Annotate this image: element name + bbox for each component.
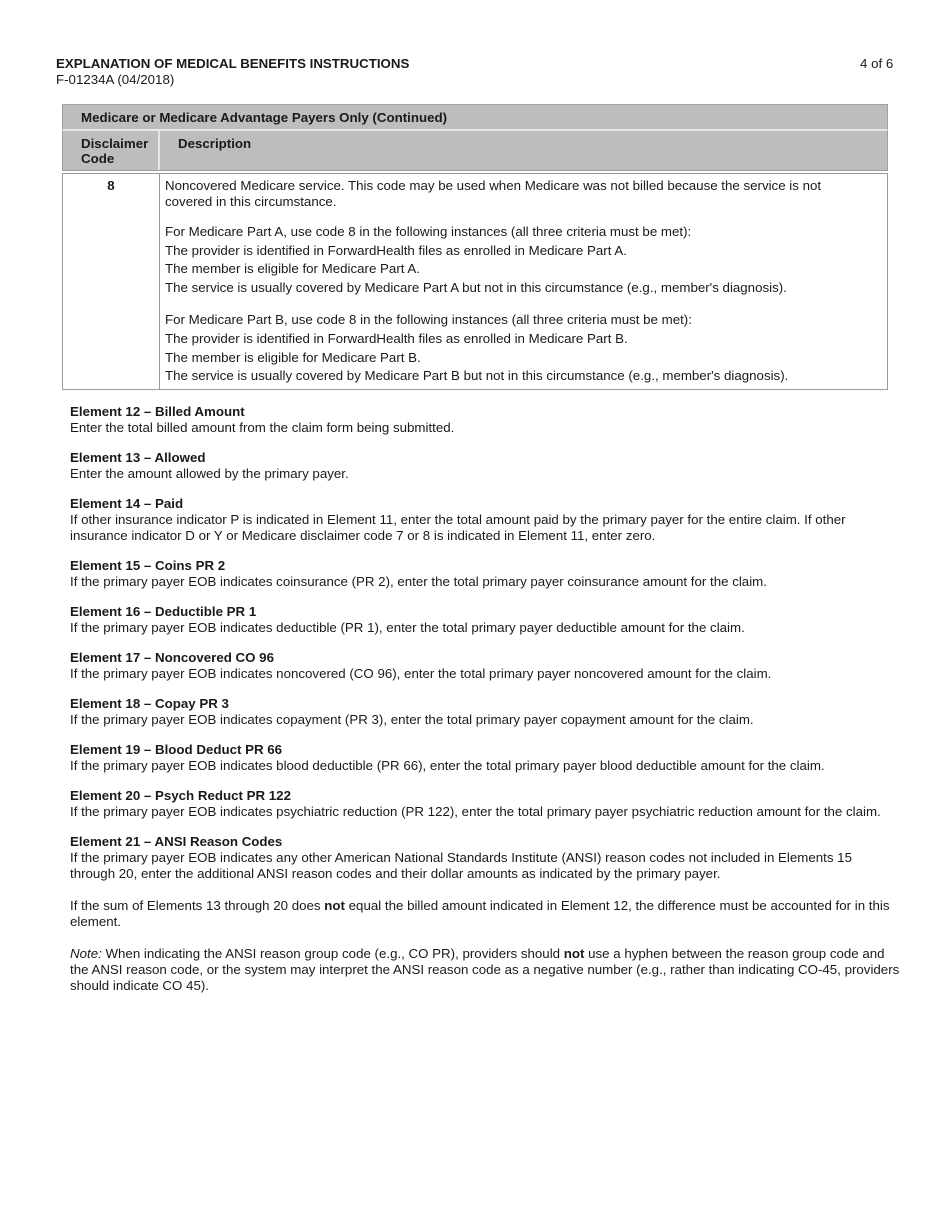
part-a-criteria: [165, 224, 867, 298]
part-a-line: The member is eligible for Medicare Part A.: [165, 261, 420, 277]
sum-text-post: equal the billed amount indicated in Element 12, the difference must be accounted for in this element.: [70, 898, 890, 929]
element-section: [70, 496, 900, 544]
element-text: If the primary payer EOB indicates coinsurance (PR 2), enter the total primary payer coinsurance amount for the claim.: [70, 574, 767, 589]
part-b-line: The provider is identified in ForwardHealth files as enrolled in Medicare Part B.: [165, 330, 628, 346]
element-text: If the primary payer EOB indicates psychiatric reduction (PR 122), enter the total primary payer psychiatric reduction amount for the claim.: [70, 804, 881, 819]
sum-text-pre: If the sum of Elements 13 through 20 does: [70, 898, 325, 913]
element-section: [70, 788, 900, 820]
element-text: If the primary payer EOB indicates copayment (PR 3), enter the total primary payer copayment amount for the claim.: [70, 712, 754, 727]
part-b-criteria: [165, 312, 867, 386]
element-heading: Element 13 – Allowed: [70, 450, 206, 465]
element-section: [70, 742, 900, 774]
element-heading: Element 18 – Copay PR 3: [70, 696, 229, 711]
page-number: 4 of 6: [860, 56, 894, 71]
element-section: [70, 450, 900, 482]
column-header-description: Description: [178, 136, 252, 151]
element-text: If the primary payer EOB indicates deductible (PR 1), enter the total primary payer deductible amount for the claim.: [70, 620, 745, 635]
element-text: If the primary payer EOB indicates noncovered (CO 96), enter the total primary payer noncovered amount for the claim.: [70, 666, 772, 681]
element-heading: Element 21 – ANSI Reason Codes: [70, 834, 283, 849]
disclaimer-table: [62, 104, 888, 390]
column-header-code: Disclaimer Code: [63, 131, 160, 170]
element-text: Enter the amount allowed by the primary payer.: [70, 466, 349, 481]
sum-paragraph: [70, 898, 900, 930]
table-row: [62, 173, 888, 390]
part-a-line: The service is usually covered by Medicare Part A but not in this circumstance (e.g., member's diagnosis).: [165, 279, 787, 295]
part-a-line: The provider is identified in ForwardHealth files as enrolled in Medicare Part A.: [165, 242, 627, 258]
form-number: F-01234A (04/2018): [56, 72, 175, 87]
part-b-line: The member is eligible for Medicare Part B.: [165, 349, 421, 365]
sum-emphasis: not: [324, 898, 345, 913]
element-section: [70, 604, 900, 636]
note-emphasis: not: [563, 946, 585, 961]
element-instructions: [70, 404, 900, 1010]
note-label: Note:: [70, 946, 102, 961]
element-section: [70, 558, 900, 590]
part-b-line: For Medicare Part B, use code 8 in the following instances (all three criteria must be met):: [165, 312, 692, 328]
element-text: Enter the total billed amount from the claim form being submitted.: [70, 420, 455, 435]
note-text-post: use a hyphen between the reason group code and the ANSI reason code, or the system may interpret the ANSI reason code as a negative number (e.g., rather than indicating CO-45, providers should indicate CO 45).: [70, 946, 900, 993]
element-text: If the primary payer EOB indicates blood deductible (PR 66), enter the total primary payer blood deductible amount for the claim.: [70, 758, 825, 773]
element-heading: Element 14 – Paid: [70, 496, 184, 511]
element-heading: Element 16 – Deductible PR 1: [70, 604, 257, 619]
part-a-line: For Medicare Part A, use code 8 in the following instances (all three criteria must be met):: [165, 224, 692, 239]
note-paragraph: [70, 946, 900, 994]
description-line: Noncovered Medicare service. This code may be used when Medicare was not billed because the service is not: [165, 178, 822, 193]
element-text: If the primary payer EOB indicates any other American National Standards Institute (ANSI) reason codes not included in Elements 15 through 20, enter the additional ANSI reason codes and their dollar amounts as indicated by the primary payer.: [70, 850, 852, 881]
element-section: [70, 696, 900, 728]
element-text: If other insurance indicator P is indicated in Element 11, enter the total amount paid by the primary payer for the entire claim. If other insurance indicator D or Y or Medicare disclaimer code 7 or 8 is indicated in Element 11, enter zero.: [70, 512, 846, 543]
element-heading: Element 19 – Blood Deduct PR 66: [70, 742, 283, 757]
description-cell: [160, 174, 887, 389]
element-section: [70, 834, 900, 882]
note-text-pre: When indicating the ANSI reason group code (e.g., CO PR), providers should: [101, 946, 564, 961]
element-heading: Element 12 – Billed Amount: [70, 404, 245, 419]
element-heading: Element 20 – Psych Reduct PR 122: [70, 788, 291, 803]
document-title: EXPLANATION OF MEDICAL BENEFITS INSTRUCTIONS: [56, 56, 410, 71]
table-caption: Medicare or Medicare Advantage Payers Only (Continued): [62, 104, 888, 131]
element-heading: Element 17 – Noncovered CO 96: [70, 650, 274, 665]
table-header-row: [62, 131, 888, 171]
disclaimer-code-cell: 8: [63, 174, 160, 389]
part-b-line: The service is usually covered by Medicare Part B but not in this circumstance (e.g., member's diagnosis).: [165, 368, 789, 384]
description-line: covered in this circumstance.: [165, 194, 337, 209]
description-intro: [165, 178, 867, 210]
element-section: [70, 650, 900, 682]
element-section: [70, 404, 900, 436]
element-heading: Element 15 – Coins PR 2: [70, 558, 226, 573]
